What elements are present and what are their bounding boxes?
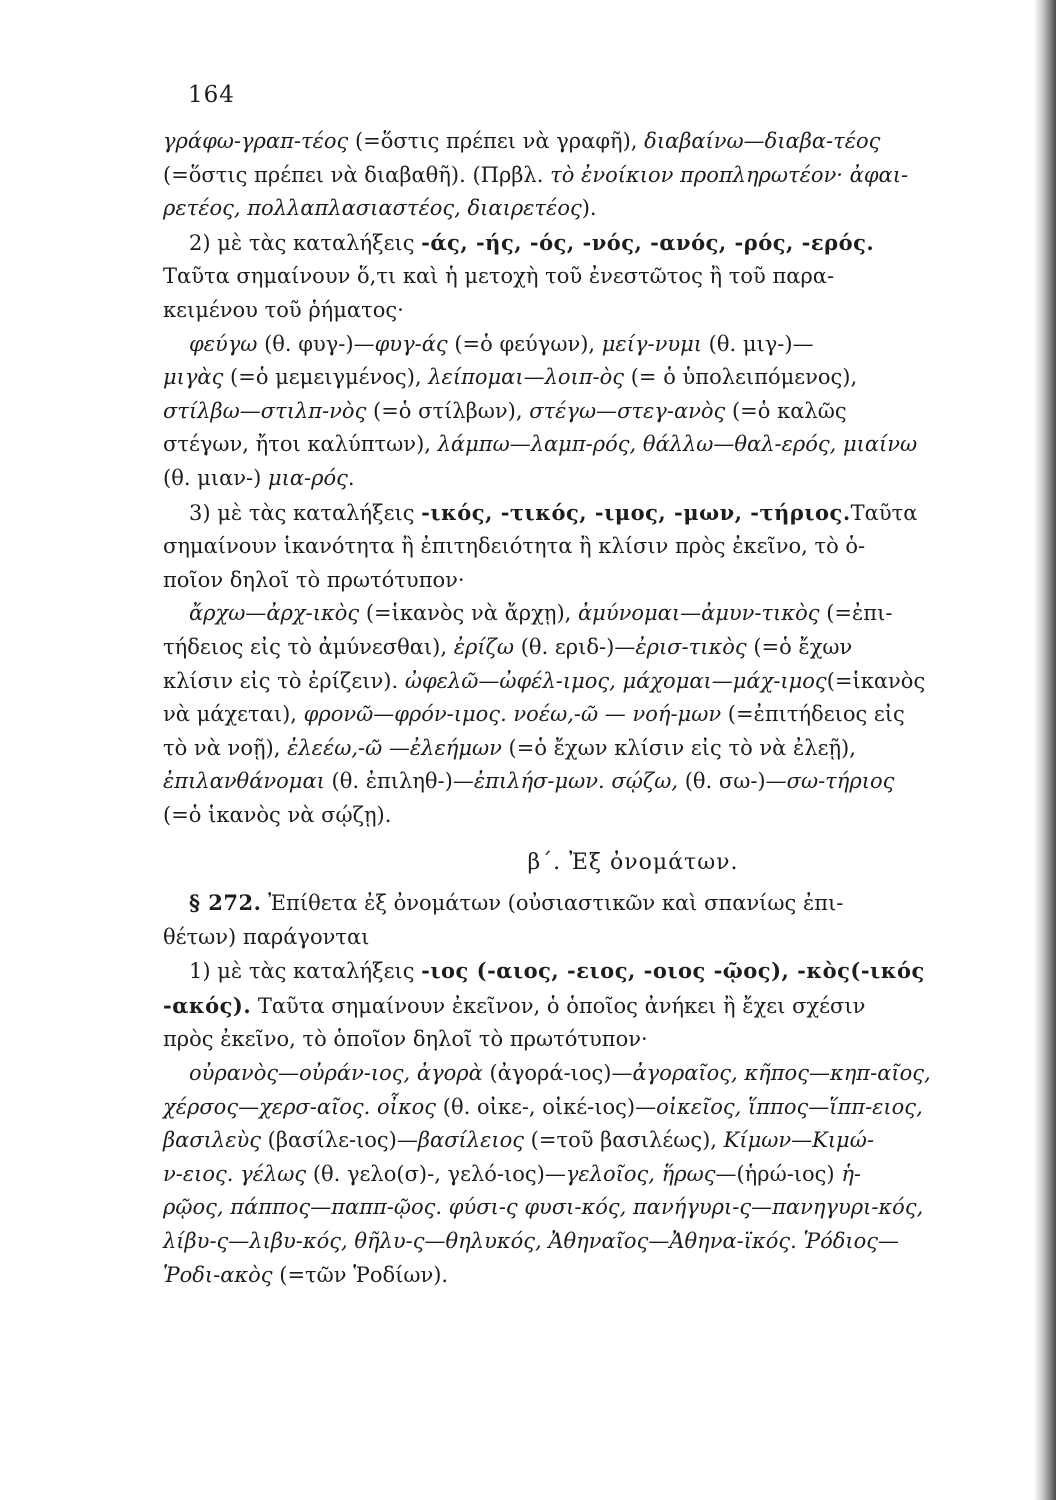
example-words: οἰκεῖος, ἵππος—ἵππ-ειος, [656, 1094, 923, 1119]
gloss: (=ὁ καλῶς [725, 398, 847, 423]
gloss: τήδειος εἰς τὸ ἀμύνεσθαι), [163, 634, 454, 659]
gloss: (θ. εριδ-)— [514, 634, 636, 659]
gloss: (ἀγορά-ιος)— [482, 1061, 633, 1086]
gloss: (θ. φυγ-)— [257, 331, 375, 356]
text-line: σημαίνουν ἱκανότητα ἢ ἐπιτηδειότητα ἢ κλίσιν πρὸς ἐκεῖνο, τὸ ὁ- [163, 534, 866, 559]
text-line [163, 1091, 993, 1125]
text-line [163, 1057, 993, 1091]
rule-tail: Ταῦτα [850, 500, 918, 525]
gloss: (=ὅστις πρέπει νὰ γραφῆ), [348, 129, 645, 153]
example-words: ρῷος, πάππος—παππ-ῷος. φύσι-ς φυσι-κός, πανήγυρι-ς—πανηγυρι-κός, [163, 1195, 924, 1220]
example-words: φρονῶ—φρόν-ιμος. νοέω,-ῶ — νοή-μων [303, 702, 722, 727]
gloss: (=τῶν Ῥοδίων). [272, 1262, 449, 1287]
text-line [163, 765, 993, 799]
gloss: (=ὅστις πρέπει νὰ διαβαθῆ). (Πρβλ. [163, 162, 551, 187]
example-words: λείπομαι—λοιπ-ὸς [428, 365, 625, 390]
text-line: θέτων) παράγονται [163, 924, 370, 949]
text-line [163, 631, 993, 665]
example-words: γελοῖος, ἥρως [565, 1161, 716, 1186]
gloss: (=ἱκανὸς νὰ ἄρχῃ), [359, 601, 578, 626]
example-words: ἄρχω—ἀρχ-ικὸς [189, 601, 360, 626]
rule-heading [163, 226, 993, 261]
gloss: (=ὁ ἱκανὸς νὰ σῴζῃ). [163, 802, 392, 827]
section-heading: β΄. Ἐξ ὀνομάτων. [527, 850, 739, 876]
text-line: ποῖον δηλοῖ τὸ πρωτότυπον· [163, 567, 465, 592]
example-words: στίλβω—στιλπ-νὸς [163, 398, 367, 423]
text-line [163, 1124, 993, 1158]
example-words: Ῥοδι-ακὸς [163, 1262, 273, 1287]
example-words: βασίλειος [417, 1128, 524, 1153]
example-words: οὐρανὸς—οὐράν-ιος, ἀγορὰ [189, 1061, 483, 1086]
example-words: φεύγω [189, 331, 258, 356]
gloss: Ταῦτα σημαίνουν ἐκεῖνον, ὁ ὁποῖος ἀνήκει ἢ ἔχει σχέσιν [251, 993, 866, 1018]
gloss: (=ὁ στίλβων), [366, 398, 530, 423]
text-line [163, 125, 993, 159]
rule-lead: 2) μὲ τὰς καταλήξεις [189, 230, 422, 255]
example-words: ὠφελῶ—ὠφέλ-ιμος, μάχομαι—μάχ-ιμος [404, 668, 827, 693]
gloss: . [347, 465, 355, 490]
page-binding-edge [1034, 0, 1056, 1500]
text-line: κειμένου τοῦ ῥήματος· [163, 297, 404, 322]
example-words: μείγ-νυμι [601, 331, 702, 356]
example-words: ἐπιλήσ-μων. σῴζω, [473, 769, 679, 794]
gloss: στέγων, ἤτοι καλύπτων), [163, 432, 438, 457]
text-line [163, 698, 993, 732]
example-words: λίβυ-ς—λιβυ-κός, θῆλυ-ς—θηλυκός, Ἀθηναῖος—Ἀθηνα-ϊκός. Ῥόδιος— [163, 1229, 900, 1253]
example-words: λάμπω—λαμπ-ρός, θάλλω—θαλ-ερός, μιαίνω [437, 432, 918, 457]
gloss: (= ὁ ὑπολειπόμενος), [624, 365, 858, 390]
example-words: φυγ-άς [374, 331, 448, 356]
example-words: διαβαίνω—διαβα-τέος [644, 129, 881, 153]
gloss: (θ. σω-)— [678, 769, 787, 794]
text-line [163, 799, 993, 833]
text-line [163, 597, 993, 631]
text-line [163, 1191, 993, 1225]
text-line [163, 732, 993, 766]
gloss: —(ἡρώ-ιος) [715, 1161, 842, 1186]
text-line [163, 1158, 993, 1192]
text-line: πρὸς ἐκεῖνο, τὸ ὁποῖον δηλοῖ τὸ πρωτότυπον· [163, 1027, 648, 1052]
gloss: (θ. γελο(σ)-, γελό-ιος)— [306, 1161, 566, 1186]
gloss: (=τοῦ βασιλέως), [523, 1128, 724, 1153]
gloss: κλίσιν εἰς τὸ ἐρίζειν). [163, 668, 405, 693]
example-words: χέρσος—χερσ-αῖος. οἶκος [163, 1094, 437, 1119]
text-line [163, 428, 993, 462]
gloss: (θ. οἰκε-, οἰκέ-ιος)— [436, 1094, 657, 1119]
example-words: ἡ- [841, 1161, 861, 1186]
gloss: (=ὁ ἔχων κλίσιν εἰς τὸ νὰ ἐλεῇ), [501, 735, 856, 760]
example-words: Κίμων—Κιμώ- [723, 1128, 874, 1153]
rule-endings: -άς, -ής, -ός, -νός, -ανός, -ρός, -ερός. [421, 229, 875, 255]
text-line [163, 395, 993, 429]
rule-lead: 3) μὲ τὰς καταλήξεις [189, 500, 422, 525]
example-words: μια-ρός [267, 465, 348, 490]
text-line [163, 886, 993, 921]
text-line [163, 361, 993, 395]
rule-endings: -ακός). [163, 992, 252, 1018]
example-words: ν-ειος. γέλως [163, 1161, 307, 1186]
gloss: (θ. μιαν-) [163, 465, 268, 490]
text-line [163, 989, 993, 1024]
text-line [163, 665, 993, 699]
text-line [163, 1225, 993, 1259]
example-words: τὸ ἐνοίκιον προπληρωτέον· ἀφαι- [550, 162, 909, 187]
example-words: στέγω—στεγ-ανὸς [529, 398, 726, 423]
example-words: ἐλεέω,-ῶ —ἐλεήμων [287, 735, 502, 760]
gloss: (=ἱκανὸς [826, 668, 926, 693]
gloss: (=ὁ μεμειγμένος), [223, 365, 429, 390]
example-words: μιγὰς [163, 365, 224, 390]
gloss: (=ὁ φεύγων), [447, 331, 602, 356]
text-line [163, 1259, 993, 1293]
rule-heading [163, 954, 993, 989]
section-number: § 272. [189, 890, 262, 916]
example-words: βασιλεὺς [163, 1128, 261, 1153]
rule-endings: -ικός, -τικός, -ιμος, -μων, -τήριος. [421, 499, 851, 525]
example-words: ἀγοραῖος, κῆπος—κηπ-αῖος, [632, 1061, 931, 1086]
rule-endings: -ιος (-αιος, -ειος, -οιος -ῷος), -κὸς(-ικός [421, 958, 925, 984]
text-line [163, 328, 993, 362]
gloss: (βασίλε-ιος)— [261, 1128, 418, 1153]
text-line [163, 462, 993, 496]
gloss: Ἐπίθετα ἐξ ὀνομάτων (οὐσιαστικῶν καὶ σπανίως ἐπι- [261, 891, 844, 916]
example-words: ἀμύνομαι—ἀμυν-τικὸς [578, 601, 820, 626]
example-words: ρετέος, πολλαπλασιαστέος, διαιρετέος [163, 196, 582, 221]
gloss: (=ἐπιτήδειος εἰς [721, 702, 905, 727]
gloss: (θ. μιγ-)— [702, 331, 814, 356]
text-line [163, 192, 993, 226]
page-body [163, 125, 993, 1292]
page-number: 164 [188, 82, 235, 108]
gloss: νὰ μάχεται), [163, 702, 304, 727]
example-words: σω-τήριος [786, 769, 895, 794]
example-words: ἐρίζω [453, 634, 515, 659]
text-line [163, 159, 993, 193]
gloss: ). [581, 196, 597, 221]
text-line: Ταῦτα σημαίνουν ὅ,τι καὶ ἡ μετοχὴ τοῦ ἐνεστῶτος ἢ τοῦ παρα- [163, 264, 835, 289]
example-words: ἐρισ-τικὸς [635, 634, 747, 659]
rule-lead: 1) μὲ τὰς καταλήξεις [189, 959, 422, 984]
gloss: (θ. ἐπιληθ-)— [324, 769, 474, 794]
gloss: (=ὁ ἔχων [746, 634, 853, 659]
gloss: (=ἐπι- [819, 601, 893, 626]
example-words: γράφω-γραπ-τέος [163, 129, 349, 153]
gloss: τὸ νὰ νοῇ), [163, 735, 288, 760]
example-words: ἐπιλανθάνομαι [163, 769, 325, 794]
rule-heading [163, 496, 993, 531]
